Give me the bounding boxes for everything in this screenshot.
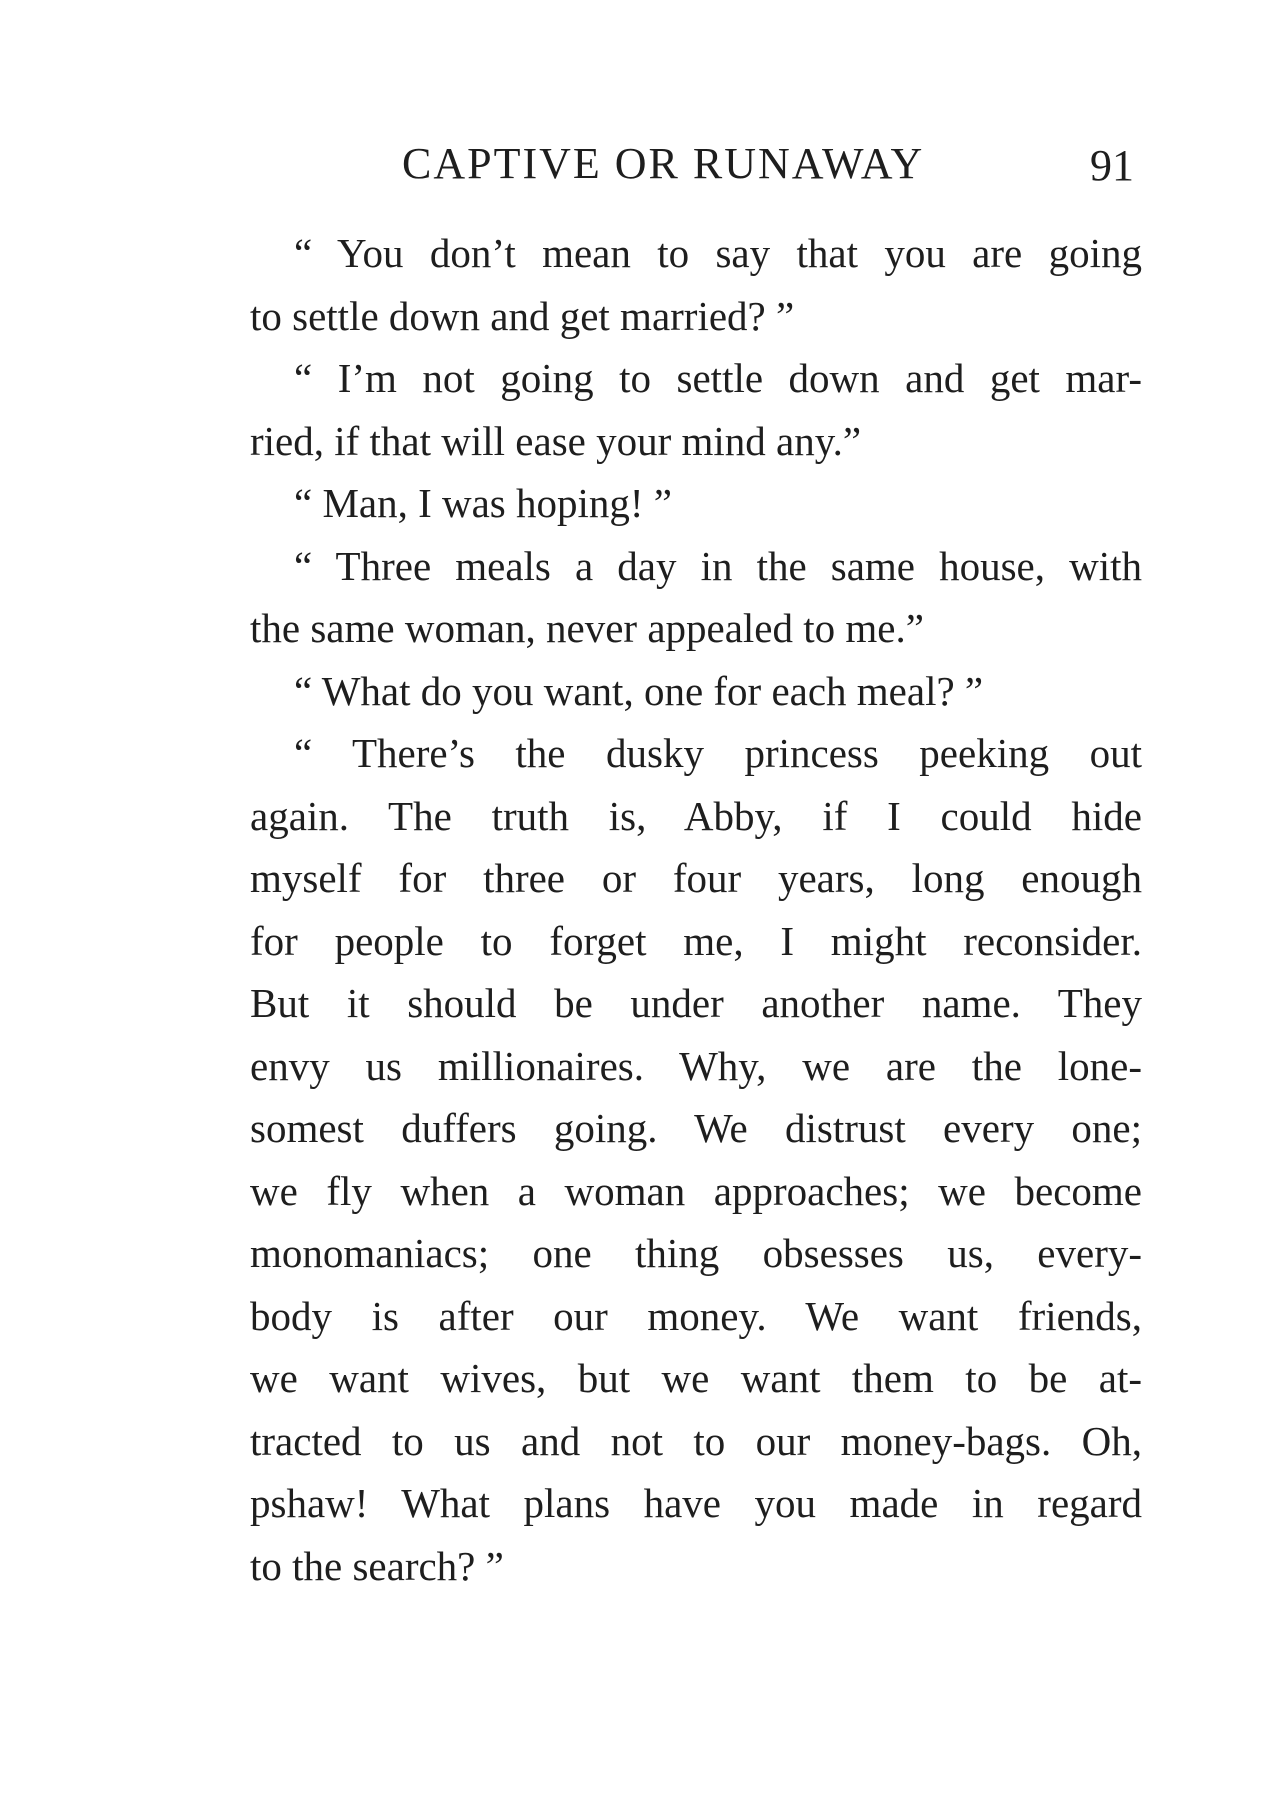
text-line: But it should be under another name. They [250,980,1142,1026]
text-line: somest duffers going. We distrust every one; [250,1105,1142,1151]
text-line: ried, if that will ease your mind any.” [250,417,862,464]
text-line: “ There’s the dusky princess peeking out [294,730,1142,776]
text-line: “ I’m not going to settle down and get mar- [294,355,1142,401]
text-line: “ What do you want, one for each meal? ” [294,667,984,714]
text-line: we want wives, but we want them to be at- [250,1355,1142,1401]
text-line: pshaw! What plans have you made in regard [250,1480,1142,1526]
text-line: “ Three meals a day in the same house, with [294,542,1142,589]
text-line: monomaniacs; one thing obsesses us, every- [250,1230,1142,1276]
text-line: again. The truth is, Abby, if I could hide [250,792,1142,839]
text-line: tracted to us and not to our money-bags. Oh, [250,1417,1142,1464]
text-line: body is after our money. We want friends, [250,1292,1142,1339]
body-text [250,222,1142,1597]
running-head: CAPTIVE OR RUNAWAY [402,139,925,188]
page-number: 91 [1090,141,1134,190]
text-line: the same woman, never appealed to me.” [250,605,924,651]
text-line: myself for three or four years, long enough [250,855,1142,901]
text-line: we fly when a woman approaches; we become [250,1167,1142,1214]
text-line: “ Man, I was hoping! ” [294,480,673,526]
text-line: “ You don’t mean to say that you are going [294,230,1142,276]
text-line: to the search? ” [250,1542,504,1589]
text-line: to settle down and get married? ” [250,292,795,339]
text-line: for people to forget me, I might reconsider. [250,917,1142,964]
text-line: envy us millionaires. Why, we are the lone- [250,1042,1142,1089]
